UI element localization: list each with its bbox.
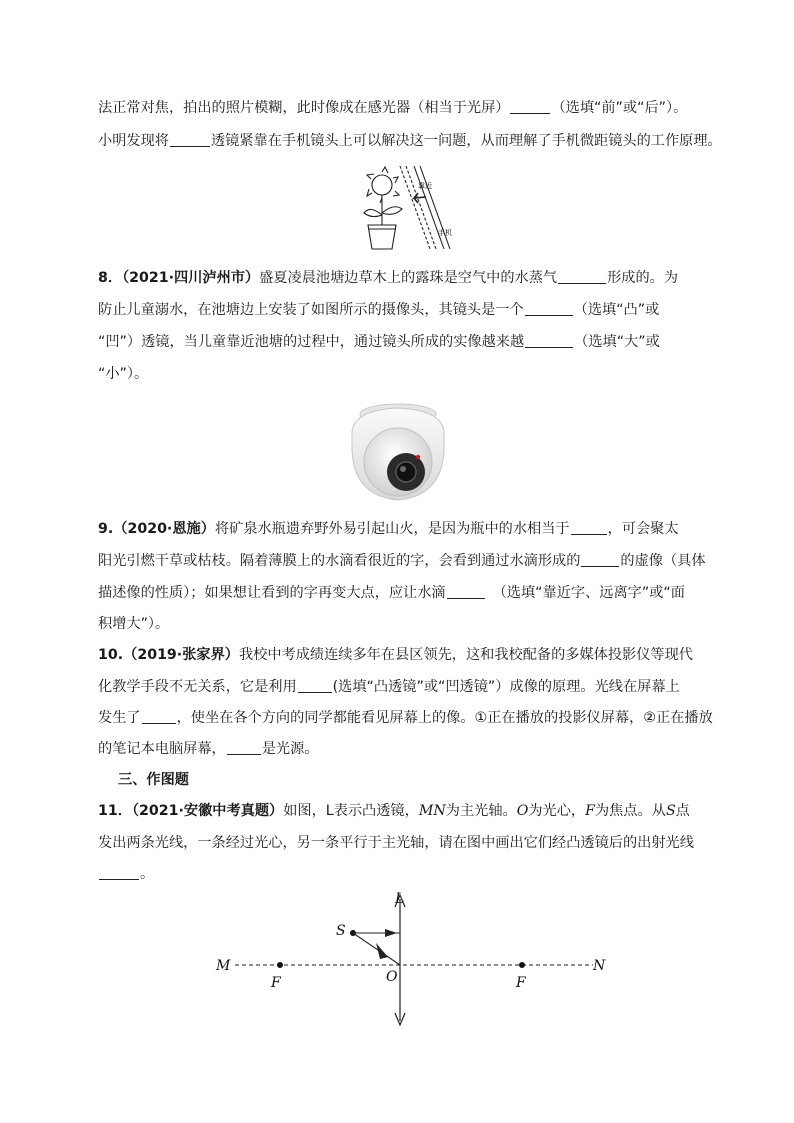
answer-blank[interactable]: [525, 301, 573, 316]
question-source: 8．（2021·四川泸州市）: [98, 270, 260, 286]
convex-lens-diagram: [205, 885, 620, 1030]
label-f-right: F: [516, 975, 526, 991]
text: 点: [675, 803, 690, 819]
text: 发出两条光线，一条经过光心，另一条平行于主光轴，请在图中画出它们经凸透镜后的出射光线: [98, 835, 694, 851]
text: ，使坐在各个方向的同学都能看见屏幕上的像。①正在播放的投影仪屏幕，②正在播放: [176, 710, 713, 726]
q8-line-3: [98, 332, 708, 352]
text: “小”）。: [98, 366, 149, 382]
q9-line-3: [98, 583, 708, 603]
text: 小明发现将: [98, 133, 169, 149]
q7-line-2: [98, 131, 722, 151]
text: （选填“靠近字、远离字”或“面: [492, 585, 685, 601]
q10-line-1: [98, 645, 708, 665]
text: （选填“前”或“后”）。: [551, 100, 688, 116]
answer-blank[interactable]: [99, 865, 139, 880]
text: 的笔记本电脑屏幕，: [98, 741, 226, 757]
label-o: O: [386, 969, 398, 985]
text: 透镜紧靠在手机镜头上可以解决这一问题，从而理解了手机微距镜头的工作原理。: [210, 133, 722, 149]
q8-line-2: [98, 300, 708, 320]
q10-line-4: [98, 739, 708, 759]
flower-head: [372, 175, 392, 195]
text: （选填“大”或: [574, 334, 660, 350]
label-l: L: [395, 891, 405, 907]
question-source: 10.（2019·张家界）: [98, 647, 239, 663]
text: 化教学手段不无关系，它是利用: [98, 679, 297, 695]
center-ray: [353, 933, 400, 965]
label-m: M: [216, 958, 231, 974]
label-n: N: [593, 958, 606, 974]
question-source: 11．（2021·安徽中考真题）: [98, 803, 284, 819]
answer-blank[interactable]: [170, 132, 210, 147]
math-symbol: S: [665, 803, 676, 819]
math-symbol: O: [516, 803, 529, 819]
q9-line-1: [98, 519, 708, 539]
section-heading: 三、作图题: [118, 772, 189, 788]
leaf-left: [364, 209, 382, 216]
dome-camera-image: [348, 396, 448, 504]
text: 如图，L表示凸透镜，: [283, 803, 419, 819]
label-f-left: F: [271, 975, 281, 991]
math-symbol: MN: [418, 803, 446, 819]
q11-line-1: [98, 801, 708, 821]
flower-phone-figure: [358, 163, 468, 253]
text: ，可会聚太: [607, 521, 679, 537]
text: 描述像的性质）；如果想让看到的字再变大点，应让水滴: [98, 585, 446, 601]
camera-lens: [396, 462, 416, 482]
q9-line-4: [98, 614, 708, 634]
q10-line-2: [98, 677, 708, 697]
leaf-right: [382, 207, 402, 215]
text: 防止儿童溺水，在池塘边上安装了如图所示的摄像头，其镜头是一个: [98, 302, 524, 318]
text: 为主光轴。: [445, 803, 517, 819]
near-label: 靠近: [418, 182, 432, 190]
answer-blank[interactable]: [298, 678, 332, 693]
ray-arrow-icon: [376, 943, 388, 959]
text: 将矿泉水瓶遗弃野外易引起山火，是因为瓶中的水相当于: [214, 521, 570, 537]
ray-arrow-icon: [385, 929, 397, 937]
answer-blank[interactable]: [227, 740, 261, 755]
question-source: 9.（2020·恩施）: [98, 521, 215, 537]
answer-blank[interactable]: [571, 520, 607, 535]
focal-point-left: [277, 962, 283, 968]
text: 。: [140, 866, 155, 882]
q8-line-1: [98, 268, 708, 288]
q11-line-2: [98, 833, 708, 853]
answer-blank[interactable]: [510, 99, 550, 114]
answer-blank[interactable]: [581, 552, 619, 567]
text: “凹”）透镜，当儿童靠近池塘的过程中，通过镜头所成的实像越来越: [98, 334, 525, 350]
q8-line-4: [98, 364, 708, 384]
q10-line-3: [98, 708, 713, 728]
text: 盛夏凌晨池塘边草木上的露珠是空气中的水蒸气: [259, 270, 558, 286]
q7-line-1: [98, 98, 708, 118]
math-symbol: F: [585, 803, 595, 819]
lens-glint: [400, 466, 406, 472]
text: 发生了: [98, 710, 141, 726]
lens-outline: [406, 166, 436, 249]
focal-point-right: [519, 962, 525, 968]
text: 是光源。: [261, 741, 319, 757]
answer-blank[interactable]: [525, 333, 573, 348]
lens-outline: [400, 166, 430, 249]
answer-blank[interactable]: [142, 709, 176, 724]
text: 法正常对焦，拍出的照片模糊，此时像成在感光器（相当于光屏）: [98, 100, 510, 116]
text: 形成的。为: [607, 270, 679, 286]
text: 为焦点。从: [594, 803, 666, 819]
text: 为光心，: [528, 803, 586, 819]
text: 阳光引燃干草或枯枝。隔着薄膜上的水滴看很近的字，会看到通过水滴形成的: [98, 553, 581, 569]
phone-label: 手机: [438, 229, 452, 237]
q11-line-3: [98, 864, 708, 884]
answer-blank[interactable]: [558, 269, 606, 284]
label-s: S: [336, 923, 346, 939]
text: 我校中考成绩连续多年在县区领先，这和我校配备的多媒体投影仪等现代: [238, 647, 693, 663]
q9-line-2: [98, 551, 708, 571]
text: (选填“凸透镜”或“凹透镜”）成像的原理。光线在屏幕上: [332, 679, 680, 695]
text: （选填“凸”或: [573, 302, 660, 318]
answer-blank[interactable]: [447, 584, 485, 599]
text: 积增大”）。: [98, 616, 170, 632]
indicator-light: [416, 455, 420, 459]
text: 的虚像（具体: [620, 553, 706, 569]
